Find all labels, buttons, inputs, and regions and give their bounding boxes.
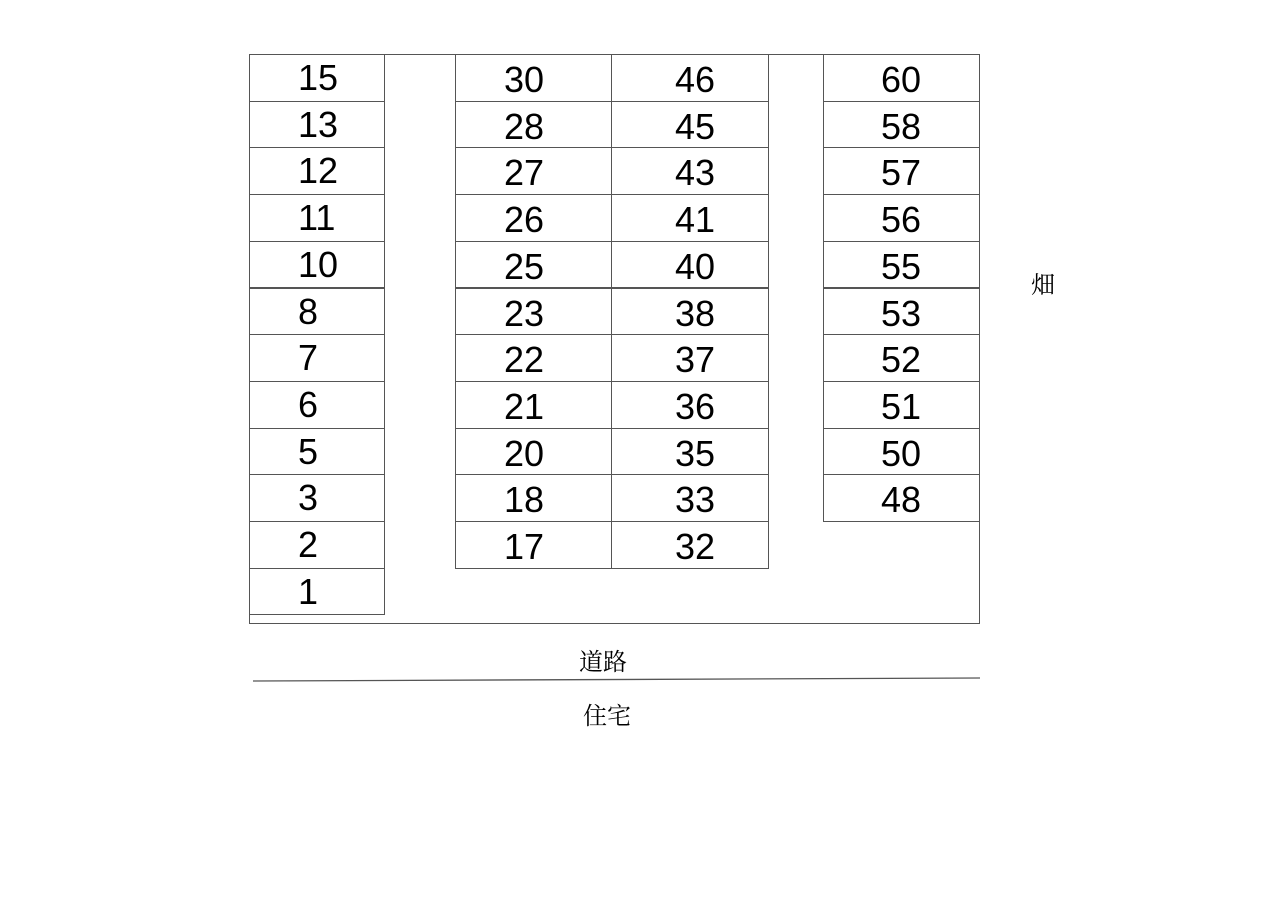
stall-number: 22 xyxy=(504,339,545,381)
road-label: 道路 xyxy=(579,648,627,676)
stall-number: 55 xyxy=(881,245,922,287)
stall-number: 53 xyxy=(881,292,922,334)
stall-number: 21 xyxy=(504,385,545,427)
stall-number: 18 xyxy=(504,479,545,521)
stall-number: 20 xyxy=(504,432,545,474)
stall-number: 40 xyxy=(675,245,716,287)
stall-number: 26 xyxy=(504,199,545,241)
stall-number: 17 xyxy=(504,526,545,567)
stall-number: 11 xyxy=(298,197,336,239)
stall-number: 30 xyxy=(504,59,545,100)
stall-number: 45 xyxy=(675,105,716,147)
stall-number: 35 xyxy=(675,432,716,474)
stall-number: 25 xyxy=(504,245,545,287)
stall-number: 6 xyxy=(298,383,319,425)
stall-number: 46 xyxy=(675,59,716,100)
stall-number: 51 xyxy=(881,385,922,427)
stall-number: 43 xyxy=(675,152,716,194)
stall-number: 60 xyxy=(881,59,922,100)
stall-number: 8 xyxy=(298,290,319,332)
stall-number: 3 xyxy=(298,477,319,519)
stall-number: 2 xyxy=(298,524,319,565)
stall-number: 28 xyxy=(504,105,545,147)
stall-number: 50 xyxy=(881,432,922,474)
stall-number: 10 xyxy=(298,243,339,285)
stall-number: 48 xyxy=(881,479,922,521)
stall-number: 56 xyxy=(881,199,922,241)
housing-label: 住宅 xyxy=(583,702,631,730)
stall-number: 23 xyxy=(504,292,545,334)
stall-number: 5 xyxy=(298,430,319,472)
stall-number: 7 xyxy=(298,337,319,379)
stall-number: 27 xyxy=(504,152,545,194)
stall-number: 12 xyxy=(298,150,339,192)
stall-number: 38 xyxy=(675,292,716,334)
stall-number: 13 xyxy=(298,103,339,145)
field-label: 畑 xyxy=(1031,271,1055,299)
stall-number: 58 xyxy=(881,105,922,147)
stall-number: 1 xyxy=(298,570,319,612)
stall-number: 57 xyxy=(881,152,922,194)
stall-number: 32 xyxy=(675,526,716,567)
stall-number: 41 xyxy=(675,199,716,241)
stall-number: 36 xyxy=(675,385,716,427)
stall-number: 52 xyxy=(881,339,922,381)
stall-number: 33 xyxy=(675,479,716,521)
stall-number: 37 xyxy=(675,339,716,381)
stall-number: 15 xyxy=(298,57,339,98)
